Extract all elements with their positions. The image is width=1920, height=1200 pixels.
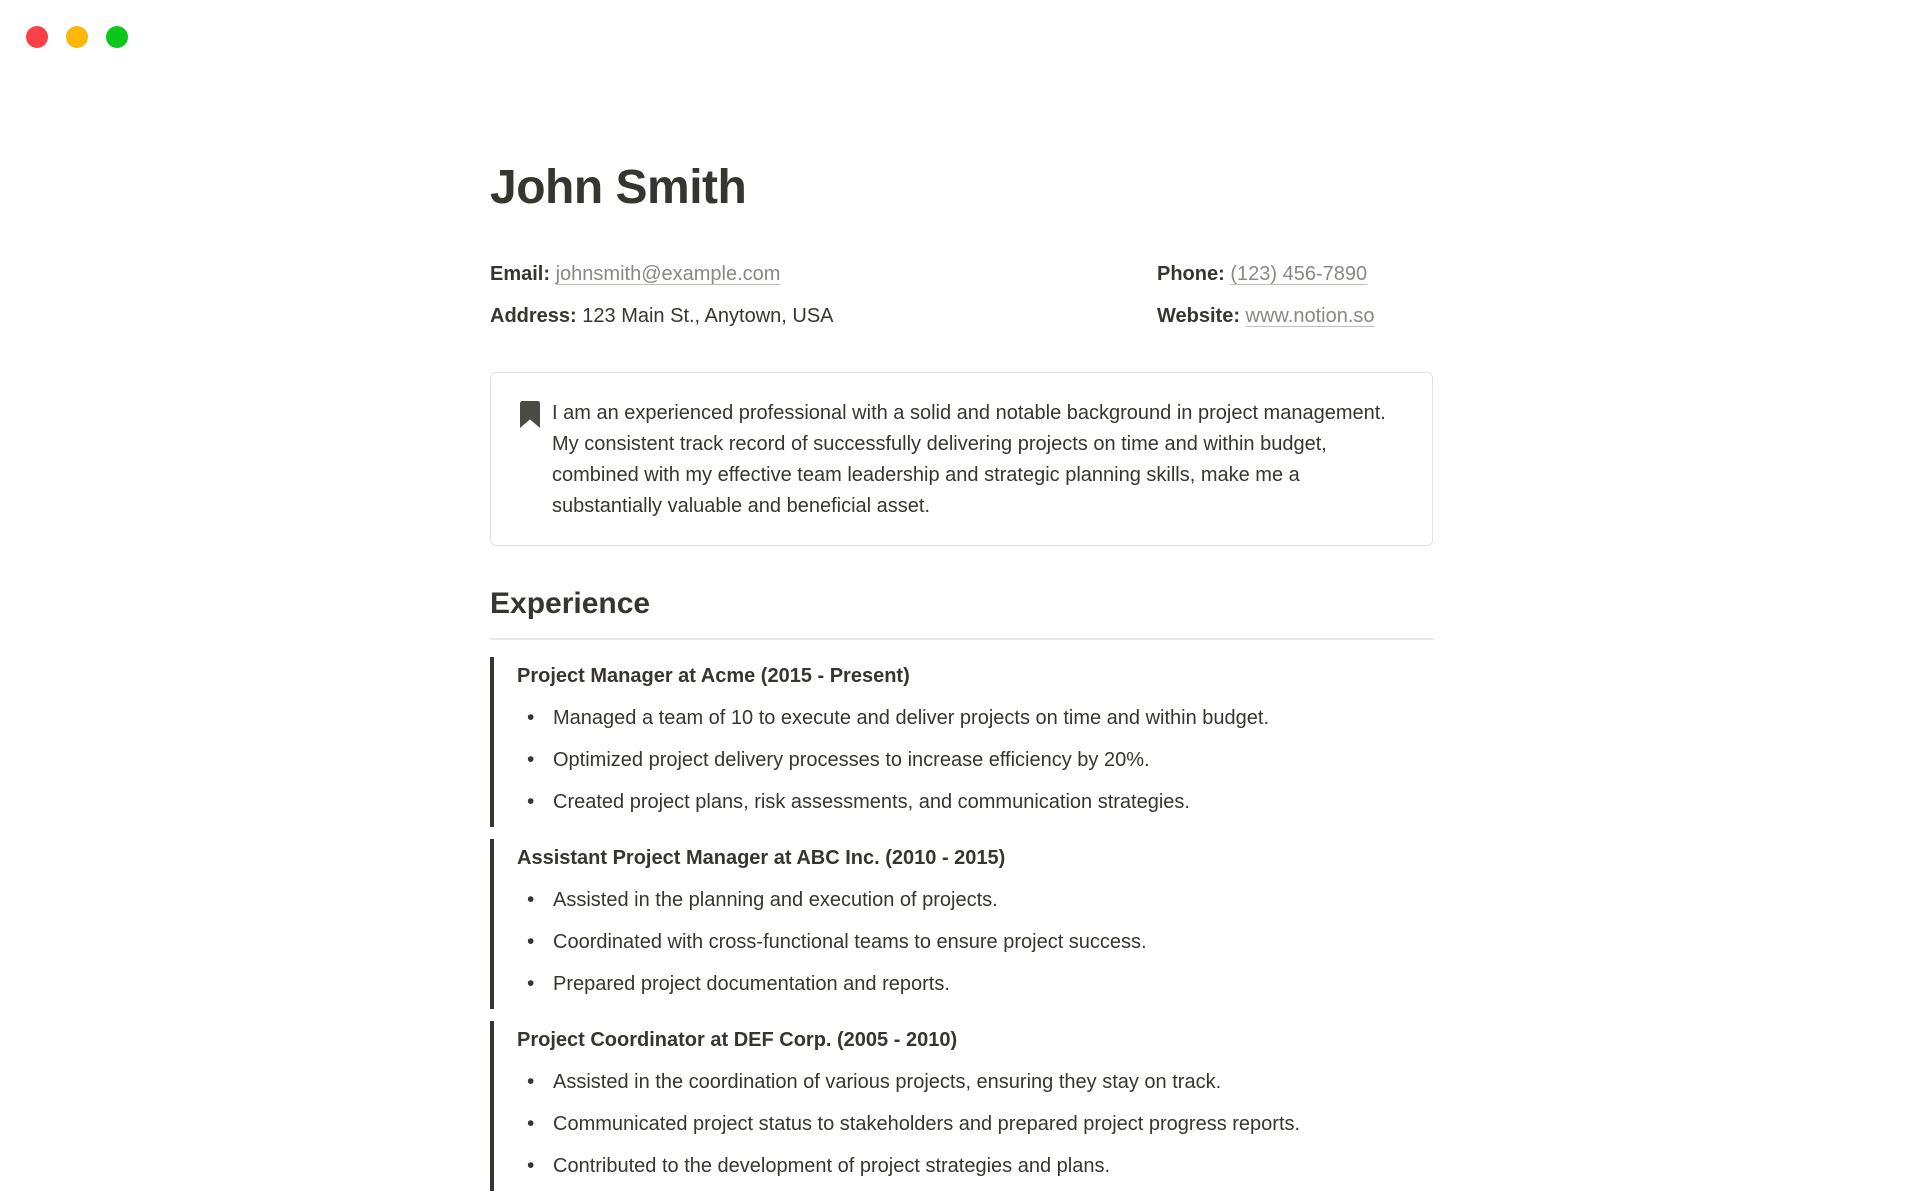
close-window-button[interactable] — [26, 26, 48, 48]
address-row — [490, 301, 1157, 331]
experience-entry — [490, 839, 1433, 1009]
job-bullet: • Assisted in the planning and execution of projects. — [517, 885, 1433, 915]
job-title: Project Manager at Acme (2015 - Present) — [517, 665, 910, 687]
experience-entry — [490, 657, 1433, 827]
job-bullet-list — [517, 703, 1433, 817]
address-label: Address: — [490, 305, 577, 327]
zoom-window-button[interactable] — [106, 26, 128, 48]
email-row — [490, 259, 1157, 289]
website-label: Website: — [1157, 305, 1240, 327]
contact-column-right — [1157, 259, 1433, 343]
job-title: Project Coordinator at DEF Corp. (2005 - 2010) — [517, 1029, 958, 1051]
bookmark-icon — [520, 401, 540, 428]
resume-page — [490, 0, 1433, 1200]
email-label: Email: — [490, 263, 551, 285]
job-bullet: • Contributed to the development of project strategies and plans. — [517, 1151, 1433, 1181]
phone-label: Phone: — [1157, 263, 1225, 285]
contact-column-left — [490, 259, 1157, 343]
email-link[interactable]: johnsmith@example.com — [555, 263, 781, 285]
section-divider — [490, 638, 1433, 640]
phone-row — [1157, 259, 1433, 289]
experience-heading: Experience — [490, 587, 651, 620]
job-bullet: • Created project plans, risk assessments, and communication strategies. — [517, 787, 1433, 817]
minimize-window-button[interactable] — [66, 26, 88, 48]
experience-entry — [490, 1021, 1433, 1191]
job-bullet: • Prepared project documentation and reports. — [517, 969, 1433, 999]
window-controls — [26, 26, 128, 48]
summary-callout — [490, 372, 1433, 546]
experience-list — [490, 657, 1433, 1200]
page-title: John Smith — [490, 161, 747, 214]
summary-text: I am an experienced professional with a solid and notable background in project management. My consistent track record of successfully delivering projects on time and within budget, combined with my effective team leadership and strategic planning skills, make me a substantially valuable and beneficial asset. — [552, 402, 1386, 517]
job-bullet: • Managed a team of 10 to execute and deliver projects on time and within budget. — [517, 703, 1433, 733]
address-value: 123 Main St., Anytown, USA — [582, 305, 834, 327]
job-bullet: • Assisted in the coordination of various projects, ensuring they stay on track. — [517, 1067, 1433, 1097]
job-bullet: • Optimized project delivery processes to increase efficiency by 20%. — [517, 745, 1433, 775]
job-bullet-list — [517, 885, 1433, 999]
contact-section — [490, 259, 1433, 343]
phone-link[interactable]: (123) 456-7890 — [1230, 263, 1368, 285]
job-bullet: • Communicated project status to stakeholders and prepared project progress reports. — [517, 1109, 1433, 1139]
website-link[interactable]: www.notion.so — [1245, 305, 1375, 327]
job-bullet-list — [517, 1067, 1433, 1181]
job-title: Assistant Project Manager at ABC Inc. (2010 - 2015) — [517, 847, 1006, 869]
job-bullet: • Coordinated with cross-functional teams to ensure project success. — [517, 927, 1433, 957]
website-row — [1157, 301, 1433, 331]
